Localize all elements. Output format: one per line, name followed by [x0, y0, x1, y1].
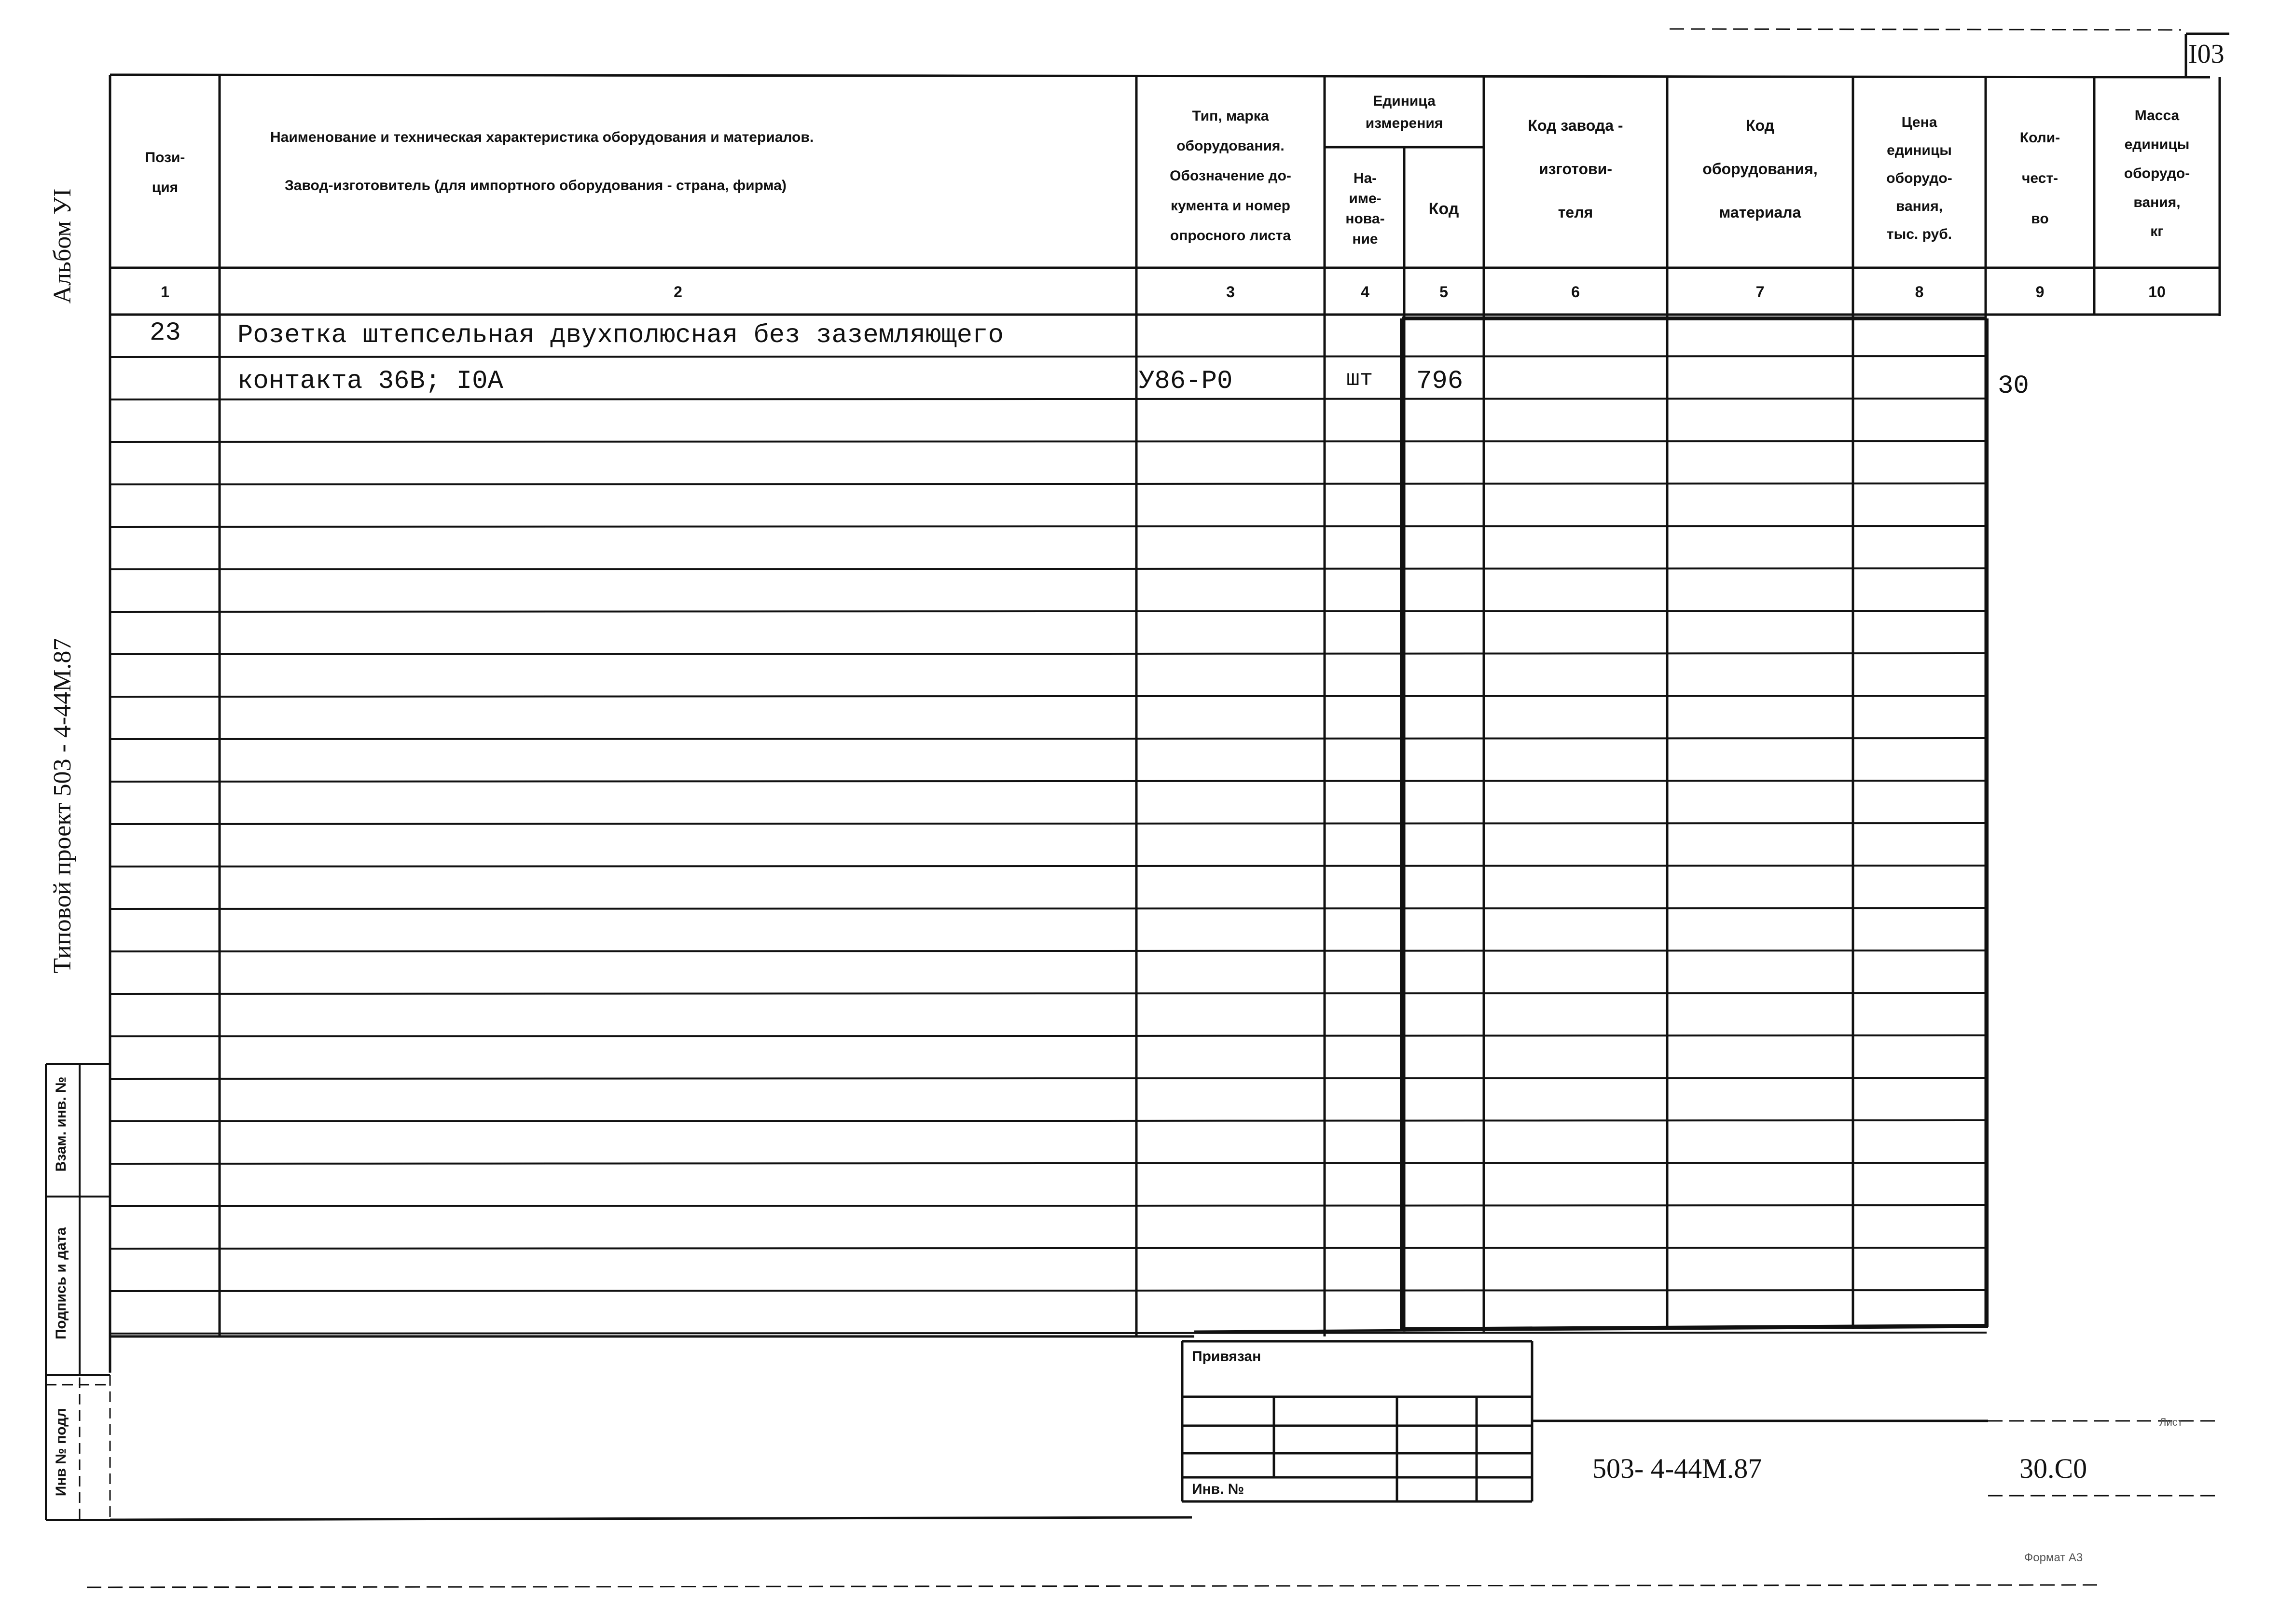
header-name-line1: Наименование и техническая характеристика оборудования и материалов.	[270, 129, 814, 145]
row-line	[110, 738, 1987, 739]
column-number-3: 3	[1226, 283, 1235, 301]
stamp-podpis-label: Подпись и дата	[53, 1227, 69, 1340]
row-line	[110, 993, 1987, 994]
row-line	[110, 696, 1987, 697]
column-number-4: 4	[1361, 283, 1369, 301]
column-number-9: 9	[2035, 283, 2045, 301]
row-line	[110, 1290, 1987, 1291]
row-line	[110, 866, 1987, 867]
title-sheet-code: 30.С0	[2019, 1453, 2087, 1484]
title-privyazan-label: Привязан	[1192, 1349, 1261, 1364]
stamp-inv-podl-label: Инв № подл	[53, 1408, 69, 1497]
row-line	[110, 908, 1987, 909]
row-line	[110, 483, 1987, 484]
row-line	[110, 1205, 1987, 1206]
row-name: Розетка штепсельная двухполюсная без заземляющего	[237, 321, 1004, 350]
row-line	[110, 1120, 1987, 1121]
header-quantity: Коли- чест- во	[2019, 130, 2060, 227]
row-line	[110, 950, 1987, 951]
column-number-7: 7	[1755, 283, 1765, 301]
row-line	[110, 568, 1987, 569]
header-name-line2: Завод-изготовитель (для импортного оборудования - страна, фирма)	[285, 178, 787, 193]
row-name: контакта 36В; I0А	[237, 367, 503, 396]
stamp-vzam-label: Взам. инв. №	[53, 1076, 69, 1172]
row-unit-name: шт	[1346, 367, 1373, 392]
side-album-label: Альбом УI	[49, 188, 76, 304]
header-unit-name: На- име- нова- ние	[1345, 170, 1385, 247]
header-unit-group: Единица измерения	[1365, 93, 1443, 131]
column-number-5: 5	[1439, 283, 1448, 301]
header-mass: Масса единицы оборудо- вания, кг	[2124, 108, 2190, 239]
column-number-1: 1	[161, 283, 169, 301]
title-list-label: Лист	[2159, 1416, 2183, 1428]
header-position: Пози- ция	[145, 149, 185, 195]
header-factory-code: Код завода - изготови- теля	[1528, 117, 1623, 221]
row-unit-code: 796	[1416, 367, 1464, 396]
row-line	[110, 1035, 1987, 1036]
column-number-8: 8	[1915, 283, 1924, 301]
row-line	[110, 1248, 1987, 1249]
row-quantity: 30	[1998, 372, 2029, 401]
header-equipment-code: Код оборудования, материала	[1702, 117, 1818, 221]
row-position: 23	[150, 318, 181, 348]
row-line	[110, 781, 1987, 782]
column-number-6: 6	[1571, 283, 1580, 301]
row-line	[110, 441, 1987, 442]
format-label: Формат А3	[2024, 1551, 2083, 1564]
row-line	[110, 653, 1987, 654]
row-line	[110, 526, 1987, 527]
row-line	[110, 823, 1987, 824]
header-unit-code: Код	[1428, 199, 1459, 218]
header-unit-price: Цена единицы оборудо- вания, тыс. руб.	[1886, 114, 1952, 242]
title-doc-code: 503- 4-44М.87	[1592, 1453, 1762, 1484]
page-number: I03	[2188, 39, 2225, 69]
row-line	[110, 611, 1987, 612]
header-type: Тип, марка оборудования. Обозначение до- кумента и номер опросного листа	[1170, 108, 1291, 244]
side-project-label: Типовой проект 503 - 4-44М.87	[49, 638, 76, 974]
column-number-10: 10	[2148, 283, 2166, 301]
row-line	[110, 1078, 1987, 1079]
row-line	[110, 1333, 1987, 1334]
column-number-2: 2	[674, 283, 682, 301]
title-inv-no-label: Инв. №	[1192, 1481, 1244, 1497]
row-line	[110, 356, 1987, 357]
row-line	[110, 1163, 1987, 1164]
row-type: У86-Р0	[1139, 367, 1233, 396]
